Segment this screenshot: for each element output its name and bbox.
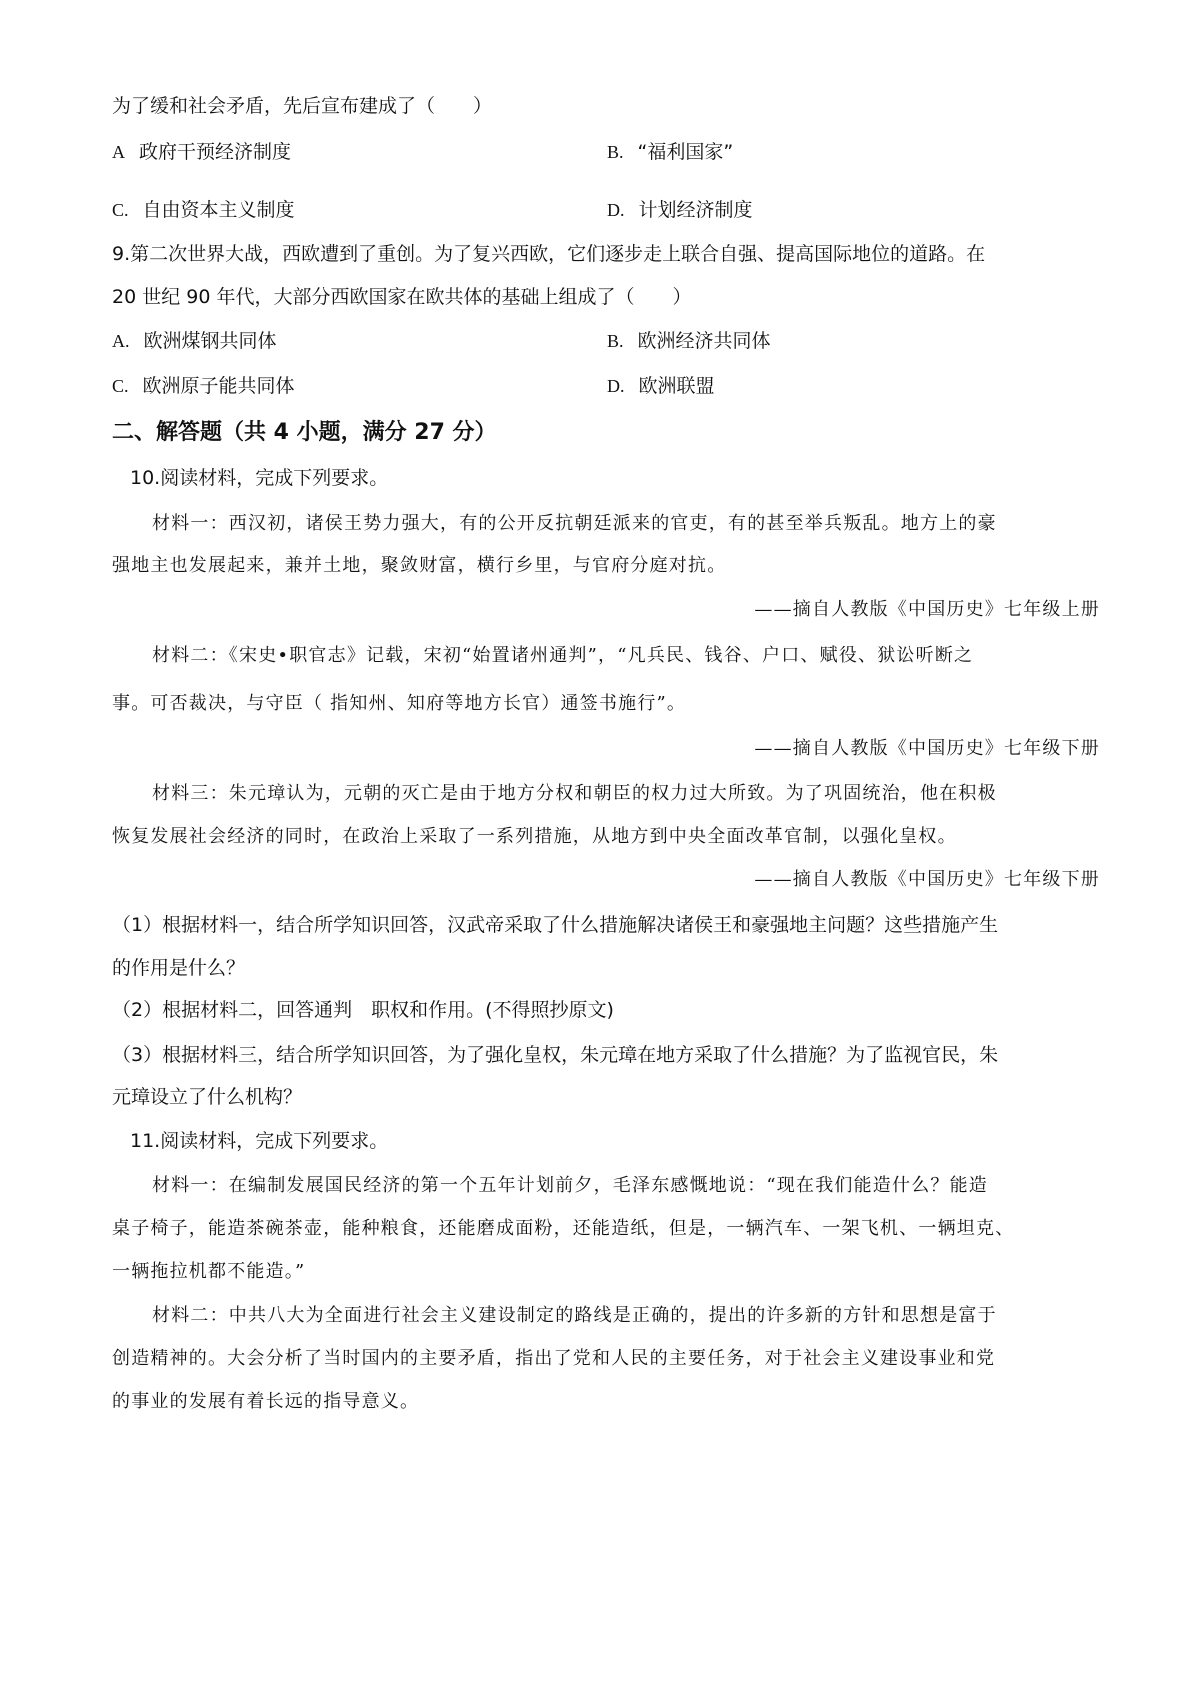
q11-material1-line2: 桌子椅子，能造茶碗茶壶，能种粮食，还能磨成面粉，还能造纸，但是，一辆汽车、一架飞机、一辆坦克、 — [112, 1218, 1015, 1239]
q10-intro: 10.阅读材料，完成下列要求。 — [130, 467, 389, 489]
option-text: 计划经济制度 — [638, 199, 753, 221]
q9-stem-line2: 20 世纪 90 年代，大部分西欧国家在欧共体的基础上组成了（ ） — [112, 286, 692, 308]
q9-option-d[interactable] — [607, 372, 715, 400]
section-heading: 二、解答题（共 4 小题，满分 27 分） — [112, 420, 497, 445]
q8-option-c[interactable] — [112, 196, 295, 224]
option-letter: B. — [607, 142, 624, 162]
q11-material2-line3: 的事业的发展有着长远的指导意义。 — [112, 1391, 420, 1412]
option-letter: A — [112, 142, 125, 162]
option-letter: D. — [607, 376, 625, 396]
q10-material3-source: ——摘自人教版《中国历史》七年级下册 — [754, 869, 1100, 890]
q10-sub1-line1: （1）根据材料一，结合所学知识回答，汉武帝采取了什么措施解决诸侯王和豪强地主问题？这些措施产生 — [112, 914, 999, 936]
q10-material3-line1: 材料三：朱元璋认为，元朝的灭亡是由于地方分权和朝臣的权力过大所致。为了巩固统治，他在积极 — [152, 783, 997, 804]
q11-intro: 11.阅读材料，完成下列要求。 — [130, 1130, 389, 1152]
option-text: 自由资本主义制度 — [142, 199, 295, 221]
q10-material1-line1: 材料一：西汉初，诸侯王势力强大，有的公开反抗朝廷派来的官吏，有的甚至举兵叛乱。地方上的豪 — [152, 513, 997, 534]
q8-option-a[interactable] — [112, 138, 291, 166]
q10-sub3-line2: 元璋设立了什么机构？ — [112, 1086, 303, 1108]
q11-material2-line1: 材料二：中共八大为全面进行社会主义建设制定的路线是正确的，提出的许多新的方针和思想是富于 — [152, 1305, 997, 1326]
q9-option-a[interactable] — [112, 327, 277, 355]
option-text: 欧洲原子能共同体 — [142, 375, 295, 397]
q11-material2-line2: 创造精神的。大会分析了当时国内的主要矛盾，指出了党和人民的主要任务，对于社会主义建设事业和党 — [112, 1348, 996, 1369]
option-text: 欧洲煤钢共同体 — [143, 330, 277, 352]
q9-option-c[interactable] — [112, 372, 295, 400]
option-text: 政府干预经济制度 — [139, 141, 292, 163]
q10-material2-line2: 事。可否裁决，与守臣（ 指知州、知府等地方长官）通签书施行”。 — [112, 693, 687, 714]
q9-option-b[interactable] — [607, 327, 771, 355]
q10-sub3-line1: （3）根据材料三，结合所学知识回答，为了强化皇权，朱元璋在地方采取了什么措施？为了监视官民，朱 — [112, 1044, 999, 1066]
q10-sub1-line2: 的作用是什么？ — [112, 957, 246, 979]
option-letter: D. — [607, 200, 625, 220]
option-text: 欧洲经济共同体 — [637, 330, 771, 352]
q11-material1-line1: 材料一：在编制发展国民经济的第一个五年计划前夕，毛泽东感慨地说：“现在我们能造什么？能造 — [152, 1175, 988, 1196]
q10-material2-line1: 材料二：《宋史•职官志》记载，宋初“始置诸州通判”，“凡兵民、钱谷、户口、赋役、狱讼听断之 — [152, 645, 974, 666]
q8-option-b[interactable] — [607, 138, 733, 166]
q10-sub2: （2）根据材料二，回答通判 职权和作用。(不得照抄原文) — [112, 999, 614, 1021]
q8-stem-tail: 为了缓和社会矛盾，先后宣布建成了（ ） — [112, 95, 493, 117]
q9-stem-line1: 9.第二次世界大战，西欧遭到了重创。为了复兴西欧，它们逐步走上联合自强、提高国际地位的道路。在 — [112, 243, 986, 265]
q10-material1-line2: 强地主也发展起来，兼并土地，聚敛财富，横行乡里，与官府分庭对抗。 — [112, 555, 727, 576]
q10-material1-source: ——摘自人教版《中国历史》七年级上册 — [754, 599, 1100, 620]
q10-material3-line2: 恢复发展社会经济的同时，在政治上采取了一系列措施，从地方到中央全面改革官制，以强化皇权。 — [112, 826, 957, 847]
q10-material2-source: ——摘自人教版《中国历史》七年级下册 — [754, 738, 1100, 759]
option-text: 欧洲联盟 — [638, 375, 715, 397]
q11-material1-line3: 一辆拖拉机都不能造。” — [112, 1261, 306, 1282]
option-letter: C. — [112, 376, 129, 396]
option-text: “福利国家” — [637, 141, 734, 163]
option-letter: C. — [112, 200, 129, 220]
q8-option-d[interactable] — [607, 196, 753, 224]
option-letter: B. — [607, 331, 624, 351]
option-letter: A. — [112, 331, 130, 351]
